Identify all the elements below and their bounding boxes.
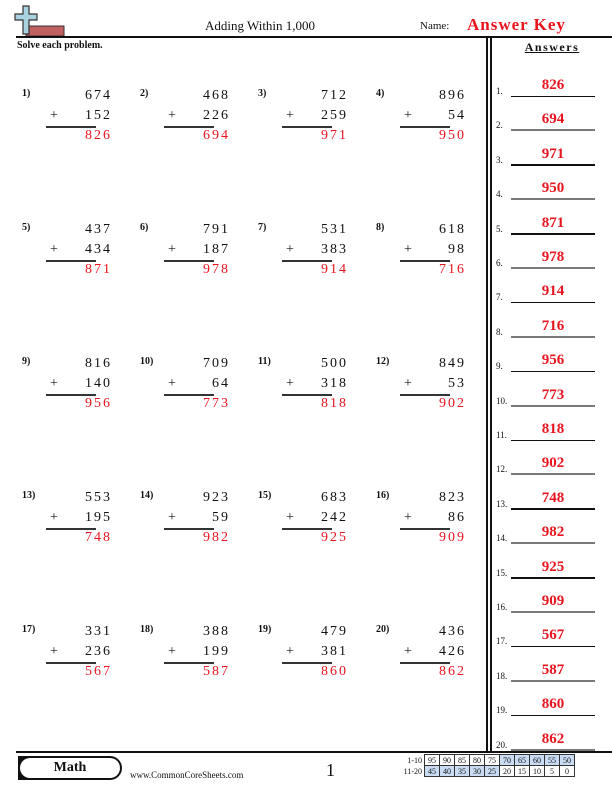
answer-value: 860	[541, 696, 565, 713]
answer-line	[511, 542, 595, 544]
problem-answer: 902	[439, 396, 466, 411]
answer-value: 826	[541, 77, 565, 93]
plus-sign: +	[168, 644, 176, 659]
score-cell: 40	[440, 766, 455, 777]
problem-answer: 862	[439, 664, 466, 679]
addend-top: 479	[321, 624, 348, 639]
answer-line	[511, 267, 595, 269]
answer-row	[496, 444, 610, 478]
plus-sign: +	[404, 242, 412, 257]
problem-item	[258, 88, 358, 158]
addend-bottom: 199	[203, 644, 230, 659]
answer-value: 925	[541, 558, 565, 575]
answer-value: 914	[541, 283, 565, 300]
problem-item	[376, 88, 476, 158]
plus-sign: +	[404, 108, 412, 123]
score-cell: 30	[470, 766, 485, 777]
problem-item	[22, 624, 122, 694]
answer-value: 773	[541, 386, 565, 403]
answer-row	[496, 582, 610, 616]
answer-column-divider	[486, 37, 488, 751]
problem-item	[376, 490, 476, 560]
plus-sign: +	[50, 242, 58, 257]
answer-value: 567	[541, 627, 565, 644]
answer-number: 16.	[496, 602, 508, 612]
problem-item	[258, 222, 358, 292]
addend-top: 331	[85, 624, 112, 639]
score-cell: 75	[485, 755, 500, 766]
answer-value: 818	[541, 421, 565, 437]
answer-number: 14.	[496, 533, 508, 544]
answer-number: 20.	[496, 739, 508, 750]
addend-bottom: 98	[448, 242, 466, 257]
answer-row	[496, 548, 610, 582]
addend-top: 712	[321, 88, 348, 103]
header-divider	[16, 36, 612, 38]
addend-bottom: 381	[321, 644, 348, 659]
plus-sign: +	[404, 644, 412, 659]
addend-bottom: 53	[448, 376, 466, 391]
answer-value: 902	[541, 455, 565, 472]
problem-number: 15)	[258, 490, 272, 501]
score-row	[425, 755, 575, 766]
addend-bottom: 226	[203, 108, 230, 123]
problem-item	[140, 222, 240, 292]
site-link[interactable]: www.CommonCoreSheets.com	[130, 770, 244, 780]
answer-value: 862	[541, 730, 565, 747]
problem-number: 1)	[22, 88, 31, 99]
problem-item	[140, 356, 240, 426]
score-cell: 95	[425, 755, 440, 766]
score-cell: 45	[425, 766, 440, 777]
addend-bottom: 64	[212, 376, 230, 391]
answer-value: 716	[541, 317, 565, 334]
name-label: Name:	[420, 20, 450, 32]
problem-number: 12)	[376, 356, 390, 367]
answer-number: 4.	[496, 189, 503, 200]
problem-item	[376, 356, 476, 426]
problem-answer: 567	[85, 664, 112, 679]
problem-number: 14)	[140, 490, 154, 501]
answer-line	[511, 371, 595, 373]
score-cell: 50	[560, 755, 575, 766]
answer-number: 17.	[496, 636, 508, 647]
problem-item	[140, 490, 240, 560]
answer-line	[511, 611, 595, 613]
score-cell: 35	[455, 766, 470, 777]
answer-value: 909	[541, 593, 565, 609]
plus-sign: +	[168, 108, 176, 123]
addend-top: 823	[439, 490, 466, 505]
answer-number: 8.	[496, 326, 503, 337]
score-cell: 0	[560, 766, 575, 777]
answer-line	[511, 198, 595, 200]
answer-row	[496, 272, 610, 306]
problem-answer: 950	[439, 128, 466, 143]
name-value: Answer Key	[467, 15, 566, 34]
addend-top: 923	[203, 490, 230, 505]
instructions: Solve each problem.	[17, 40, 103, 51]
addend-bottom: 54	[448, 108, 466, 123]
score-row-label: 11-20	[403, 767, 422, 776]
answer-number: 15.	[496, 567, 508, 578]
answer-number: 2.	[496, 120, 503, 131]
answer-number: 13.	[496, 498, 508, 509]
plus-sign: +	[50, 644, 58, 659]
addend-top: 618	[439, 222, 466, 237]
addend-bottom: 242	[321, 510, 348, 525]
problem-answer: 956	[85, 396, 112, 411]
answer-line	[511, 233, 595, 235]
problem-number: 8)	[376, 222, 385, 233]
problem-item	[376, 624, 476, 694]
addend-bottom: 140	[85, 376, 112, 391]
problem-number: 18)	[140, 624, 154, 635]
plus-sign: +	[286, 644, 294, 659]
answer-row	[496, 720, 610, 754]
addend-bottom: 152	[85, 108, 112, 123]
answer-number: 3.	[496, 154, 503, 165]
answer-line	[511, 646, 595, 648]
score-cell: 10	[530, 766, 545, 777]
score-row-labels	[392, 755, 422, 777]
plus-sign: +	[286, 108, 294, 123]
answer-row	[496, 238, 610, 272]
answer-line	[511, 577, 595, 579]
score-row-label: 1-10	[407, 756, 422, 765]
answer-line	[511, 129, 595, 131]
problem-answer: 909	[439, 530, 466, 545]
answer-row	[496, 307, 610, 341]
worksheet-title: Adding Within 1,000	[204, 18, 316, 33]
addend-bottom: 59	[212, 510, 230, 525]
answer-line	[511, 164, 595, 166]
answers-title: Answers	[524, 40, 580, 54]
addend-bottom: 426	[439, 644, 466, 659]
score-cell: 15	[515, 766, 530, 777]
answer-number: 7.	[496, 292, 503, 303]
addend-bottom: 187	[203, 242, 230, 257]
problem-answer: 914	[321, 262, 348, 277]
answer-row	[496, 66, 610, 100]
answer-line	[511, 473, 595, 475]
page-number: 1	[326, 760, 335, 780]
answer-row	[496, 204, 610, 238]
addend-top: 683	[321, 490, 348, 505]
answer-row	[496, 479, 610, 513]
answer-number: 6.	[496, 258, 503, 268]
answer-row	[496, 651, 610, 685]
answer-row	[496, 169, 610, 203]
answer-value: 950	[541, 180, 565, 197]
answer-number: 10.	[496, 395, 508, 406]
addend-top: 468	[203, 88, 230, 103]
addend-top: 674	[85, 88, 112, 103]
problem-number: 2)	[140, 88, 149, 99]
problem-item	[140, 88, 240, 158]
plus-sign: +	[50, 108, 58, 123]
answer-number: 9.	[496, 361, 503, 372]
score-row	[425, 766, 575, 777]
answer-value: 694	[541, 111, 565, 128]
plus-sign: +	[286, 242, 294, 257]
problem-item	[258, 356, 358, 426]
answer-row	[496, 341, 610, 375]
addend-top: 388	[203, 624, 230, 639]
plus-sign: +	[286, 510, 294, 525]
problem-answer: 818	[321, 396, 348, 411]
score-cell: 55	[545, 755, 560, 766]
score-cell: 60	[530, 755, 545, 766]
problem-number: 16)	[376, 490, 390, 501]
addend-top: 500	[321, 356, 348, 371]
answer-line	[511, 302, 595, 304]
addend-top: 791	[203, 222, 230, 237]
plus-sign: +	[286, 376, 294, 391]
addend-bottom: 434	[85, 242, 112, 257]
score-cell: 70	[500, 755, 515, 766]
answer-value: 587	[541, 661, 565, 678]
answer-line	[511, 508, 595, 510]
problem-item	[258, 490, 358, 560]
problem-item	[376, 222, 476, 292]
plus-sign: +	[168, 242, 176, 257]
problem-number: 4)	[376, 88, 385, 99]
score-cell: 80	[470, 755, 485, 766]
problem-answer: 716	[439, 262, 466, 277]
addend-bottom: 259	[321, 108, 348, 123]
problem-number: 17)	[22, 624, 36, 635]
answer-row	[496, 616, 610, 650]
answer-value: 978	[541, 249, 565, 265]
problem-answer: 971	[321, 128, 348, 143]
answer-row	[496, 135, 610, 169]
addend-top: 896	[439, 88, 466, 103]
plus-sign: +	[50, 510, 58, 525]
problem-item	[22, 356, 122, 426]
answer-number: 18.	[496, 670, 508, 681]
problem-answer: 978	[203, 262, 230, 277]
answer-line	[511, 680, 595, 682]
answer-line	[511, 336, 595, 338]
problem-item	[22, 88, 122, 158]
answer-number: 1.	[496, 86, 503, 96]
score-cell: 25	[485, 766, 500, 777]
problem-number: 13)	[22, 490, 36, 501]
answer-number: 19.	[496, 705, 508, 716]
plus-sign: +	[168, 376, 176, 391]
addend-top: 816	[85, 356, 112, 371]
score-table	[424, 754, 575, 777]
answer-number: 5.	[496, 223, 503, 234]
addend-top: 437	[85, 222, 112, 237]
score-cell: 90	[440, 755, 455, 766]
addend-bottom: 383	[321, 242, 348, 257]
addend-bottom: 318	[321, 376, 348, 391]
subject-badge	[18, 756, 122, 780]
answer-line	[511, 440, 595, 442]
problem-answer: 748	[85, 530, 112, 545]
problem-number: 10)	[140, 356, 154, 367]
answer-row	[496, 513, 610, 547]
problem-item	[258, 624, 358, 694]
problem-number: 7)	[258, 222, 267, 233]
addend-bottom: 86	[448, 510, 466, 525]
problem-number: 20)	[376, 624, 390, 635]
score-cell: 65	[515, 755, 530, 766]
answer-number: 12.	[496, 464, 508, 475]
plus-sign: +	[50, 376, 58, 391]
answer-value: 956	[541, 352, 565, 369]
problem-answer: 860	[321, 664, 348, 679]
score-cell: 5	[545, 766, 560, 777]
addend-top: 709	[203, 356, 230, 371]
plus-sign: +	[168, 510, 176, 525]
footer-divider	[16, 751, 612, 753]
problem-answer: 694	[203, 128, 230, 143]
problem-item	[22, 490, 122, 560]
plus-sign: +	[404, 510, 412, 525]
addend-top: 531	[321, 222, 348, 237]
score-cell: 20	[500, 766, 515, 777]
addend-top: 849	[439, 356, 466, 371]
problem-number: 5)	[22, 222, 31, 233]
addend-bottom: 236	[85, 644, 112, 659]
problem-number: 9)	[22, 356, 31, 367]
answer-value: 748	[541, 489, 565, 506]
answer-line	[511, 96, 595, 98]
problem-answer: 826	[85, 128, 112, 143]
answer-number: 11.	[496, 430, 507, 440]
answer-row	[496, 100, 610, 134]
addend-top: 436	[439, 624, 466, 639]
problem-answer: 982	[203, 530, 230, 545]
problem-answer: 925	[321, 530, 348, 545]
score-cell: 85	[455, 755, 470, 766]
plus-sign: +	[404, 376, 412, 391]
problem-number: 11)	[258, 356, 271, 367]
problem-number: 6)	[140, 222, 149, 233]
answer-value: 871	[541, 214, 565, 231]
answer-line	[511, 405, 595, 407]
problem-answer: 773	[203, 396, 230, 411]
problem-item	[22, 222, 122, 292]
problem-item	[140, 624, 240, 694]
subject-label: Math	[20, 758, 120, 778]
answer-value: 982	[541, 524, 565, 541]
problem-answer: 587	[203, 664, 230, 679]
problem-number: 19)	[258, 624, 272, 635]
answer-column-divider	[490, 37, 492, 751]
answer-row	[496, 410, 610, 444]
addend-top: 553	[85, 490, 112, 505]
answer-row	[496, 376, 610, 410]
answer-row	[496, 685, 610, 719]
problem-answer: 871	[85, 262, 112, 277]
problem-number: 3)	[258, 88, 267, 99]
plus-sign-logo-icon	[14, 4, 70, 36]
addend-bottom: 195	[85, 510, 112, 525]
answer-value: 971	[541, 145, 565, 162]
answer-line	[511, 715, 595, 717]
